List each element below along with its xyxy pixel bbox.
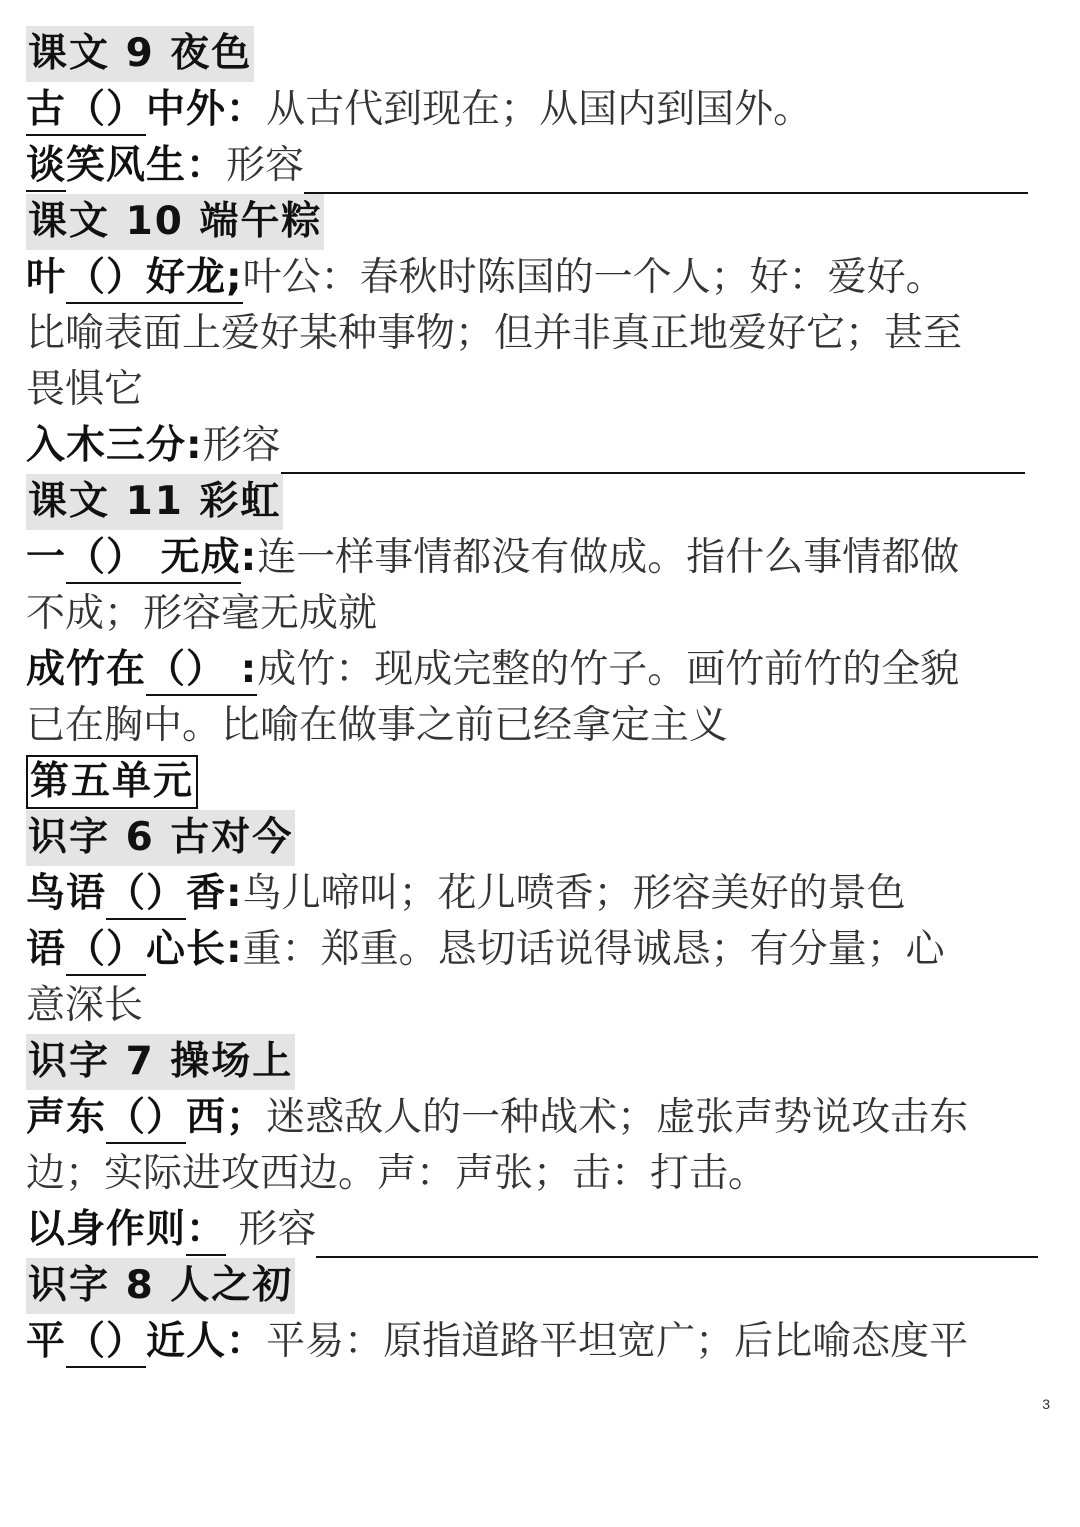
- idiom-char: 平: [26, 1319, 67, 1364]
- idiom-definition: 形容: [226, 1207, 317, 1252]
- section-heading: 课文 9 夜色: [26, 26, 254, 82]
- idiom-char: 谈: [26, 142, 66, 192]
- idiom-definition: 不成；形容毫无成就: [26, 591, 378, 636]
- idiom-char: 古: [26, 87, 67, 132]
- section-heading: 识字 7 操场上: [26, 1034, 295, 1090]
- section-heading: 识字 8 人之初: [26, 1258, 295, 1314]
- idiom-definition: 叶公：春秋时陈国的一个人；好：爱好。: [242, 255, 945, 300]
- idiom-entry: [26, 1314, 1054, 1370]
- answer-line[interactable]: [304, 148, 1028, 194]
- idiom-separator: ：: [186, 1206, 226, 1256]
- section-row: [26, 810, 1054, 866]
- idiom-char: 入木三分: [26, 423, 187, 468]
- idiom-char: 以身作则: [26, 1207, 187, 1252]
- idiom-separator: ：: [186, 143, 227, 188]
- idiom-definition: 意深长: [26, 983, 144, 1028]
- idiom-blank: （）: [146, 647, 227, 692]
- idiom-char: 语: [26, 927, 67, 972]
- section-row: [26, 194, 1054, 250]
- idiom-blank: （）: [66, 1318, 146, 1368]
- idiom-blank: （） 无成: [66, 534, 241, 584]
- answer-line[interactable]: [281, 428, 1025, 474]
- idiom-definition: 从古代到现在；从国内到国外。: [266, 87, 813, 132]
- idiom-blank: （）: [106, 870, 186, 920]
- idiom-entry: [26, 82, 1054, 138]
- section-row: [26, 474, 1054, 530]
- idiom-separator: ;: [226, 254, 243, 304]
- idiom-separator: :: [226, 927, 243, 972]
- idiom-definition: 形容: [202, 423, 281, 468]
- idiom-entry: [26, 866, 1054, 922]
- idiom-char: 香: [186, 871, 227, 916]
- idiom-blank: （）: [66, 87, 147, 132]
- idiom-separator: ：: [226, 87, 267, 132]
- definition-continuation: [26, 586, 1054, 642]
- definition-continuation: [26, 1146, 1054, 1202]
- idiom-char: 中外: [146, 87, 227, 132]
- idiom-separator: :: [186, 423, 203, 468]
- idiom-entry: [26, 250, 1054, 306]
- idiom-definition: 已在胸中。比喻在做事之前已经拿定主义: [26, 703, 729, 748]
- idiom-definition: 成竹：现成完整的竹子。画竹前竹的全貌: [257, 647, 960, 692]
- idiom-char: 成竹在: [26, 647, 147, 692]
- idiom-char: 好龙: [146, 254, 226, 304]
- idiom-definition: 形容: [226, 143, 305, 188]
- idiom-char: 心长: [146, 927, 227, 972]
- idiom-char: 声东: [26, 1095, 107, 1140]
- idiom-entry: [26, 418, 1054, 474]
- idiom-entry: [26, 642, 1054, 698]
- idiom-definition: 比喻表面上爱好某种事物；但并非真正地爱好它；甚至: [26, 311, 963, 356]
- idiom-char: 西: [186, 1095, 227, 1140]
- definition-continuation: [26, 978, 1054, 1034]
- idiom-blank: （）: [106, 1094, 186, 1144]
- idiom-definition: 连一样事情都没有做成。指什么事情都做: [257, 535, 960, 580]
- section-row: [26, 26, 1054, 82]
- section-heading: 识字 6 古对今: [26, 810, 295, 866]
- idiom-definition: 重：郑重。恳切话说得诚恳；有分量；心: [242, 927, 945, 972]
- idiom-entry: [26, 922, 1054, 978]
- idiom-definition: 边；实际进攻西边。声：声张；击：打击。: [26, 1151, 768, 1196]
- idiom-definition: 迷惑敌人的一种战术；虚张声势说攻击东: [266, 1095, 969, 1140]
- idiom-separator: :: [226, 871, 243, 916]
- idiom-definition: 平易：原指道路平坦宽广；后比喻态度平: [266, 1319, 969, 1364]
- idiom-separator: :: [226, 647, 258, 692]
- idiom-definition: 鸟儿啼叫；花儿喷香；形容美好的景色: [242, 871, 906, 916]
- idiom-char: 笑风生: [66, 143, 187, 188]
- section-row: [26, 754, 1054, 810]
- section-row: [26, 1034, 1054, 1090]
- definition-continuation: [26, 306, 1054, 362]
- definition-continuation: [26, 698, 1054, 754]
- idiom-definition: 畏惧它: [26, 367, 144, 412]
- idiom-char: 鸟语: [26, 871, 107, 916]
- idiom-char: 一: [26, 535, 67, 580]
- idiom-separator: ；: [226, 1095, 267, 1140]
- idiom-entry: [26, 138, 1054, 194]
- idiom-char: 叶: [26, 255, 67, 300]
- idiom-entry: [26, 1090, 1054, 1146]
- idiom-separator: ：: [226, 1319, 267, 1364]
- unit-heading: 第五单元: [26, 755, 198, 809]
- answer-line[interactable]: [316, 1212, 1038, 1258]
- idiom-blank: （）: [66, 926, 146, 976]
- section-heading: 课文 11 彩虹: [26, 474, 283, 530]
- idiom-char: 近人: [146, 1319, 227, 1364]
- worksheet-page: [26, 26, 1054, 1370]
- idiom-blank: （）: [66, 254, 146, 304]
- idiom-entry: [26, 530, 1054, 586]
- definition-continuation: [26, 362, 1054, 418]
- idiom-entry: [26, 1202, 1054, 1258]
- page-number: 3: [1042, 1396, 1050, 1412]
- section-heading: 课文 10 端午粽: [26, 194, 324, 250]
- idiom-separator: :: [240, 535, 258, 580]
- section-row: [26, 1258, 1054, 1314]
